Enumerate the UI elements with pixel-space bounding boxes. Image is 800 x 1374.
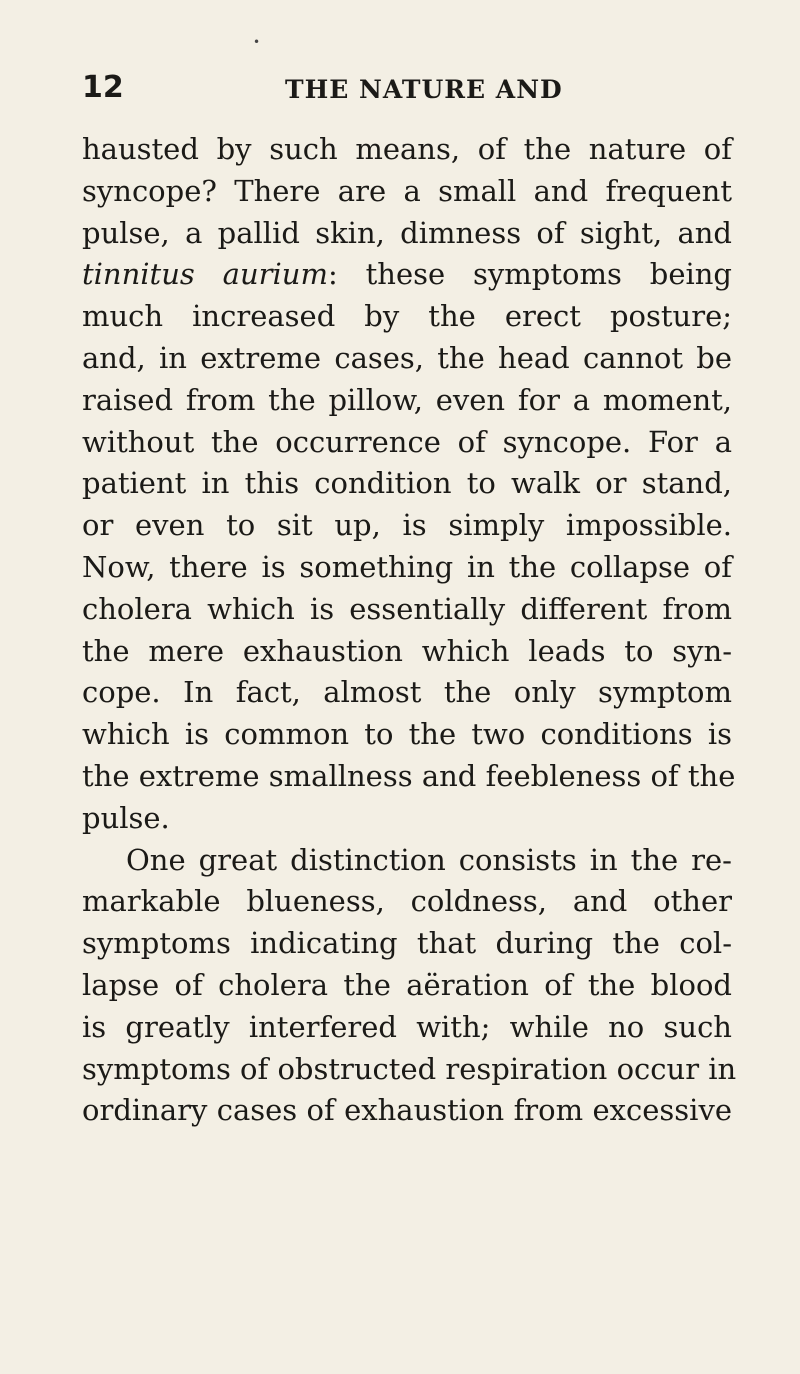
text-line: symptoms of obstructed respiration occur in (82, 1051, 737, 1086)
text-line: Now, there is something in the collapse of (82, 549, 732, 584)
text-line: the extreme smallness and feebleness of the (82, 758, 736, 793)
text-line: much increased by the erect posture; (82, 299, 732, 334)
print-speck: • (253, 35, 261, 49)
running-title: THE NATURE AND (285, 75, 563, 104)
text-span: : these symptoms being (327, 257, 732, 292)
body-text (82, 129, 737, 1132)
text-line: which is common to the two conditions is (82, 717, 732, 752)
page-header (82, 68, 732, 108)
text-line: syncope? There are a small and frequent (82, 173, 732, 208)
text-line: without the occurrence of syncope. For a (82, 424, 732, 459)
text-line: raised from the pillow, even for a moment, (82, 382, 732, 417)
text-line: hausted by such means, of the nature of (82, 132, 732, 166)
text-line: symptoms indicating that during the col- (82, 926, 732, 961)
text-line: or even to sit up, is simply impossible. (82, 508, 732, 543)
italic-term: tinnitus aurium (82, 257, 328, 292)
text-line: the mere exhaustion which leads to syn- (82, 633, 732, 668)
text-line (82, 254, 732, 296)
text-line: One great distinction consists in the re- (126, 842, 732, 877)
text-line: lapse of cholera the aëration of the blood (82, 967, 732, 1002)
text-line: cope. In fact, almost the only symptom (82, 675, 732, 710)
text-line: patient in this condition to walk or stand, (82, 466, 732, 501)
text-line: cholera which is essentially different from (82, 591, 732, 626)
text-line: and, in extreme cases, the head cannot be (82, 340, 732, 375)
text-line: ordinary cases of exhaustion from excessive (82, 1093, 732, 1128)
text-line: pulse. (82, 800, 170, 835)
text-line: pulse, a pallid skin, dimness of sight, and (82, 215, 732, 250)
text-line: markable blueness, coldness, and other (82, 884, 732, 919)
page-number: 12 (82, 70, 124, 105)
text-line: is greatly interfered with; while no such (82, 1009, 732, 1044)
